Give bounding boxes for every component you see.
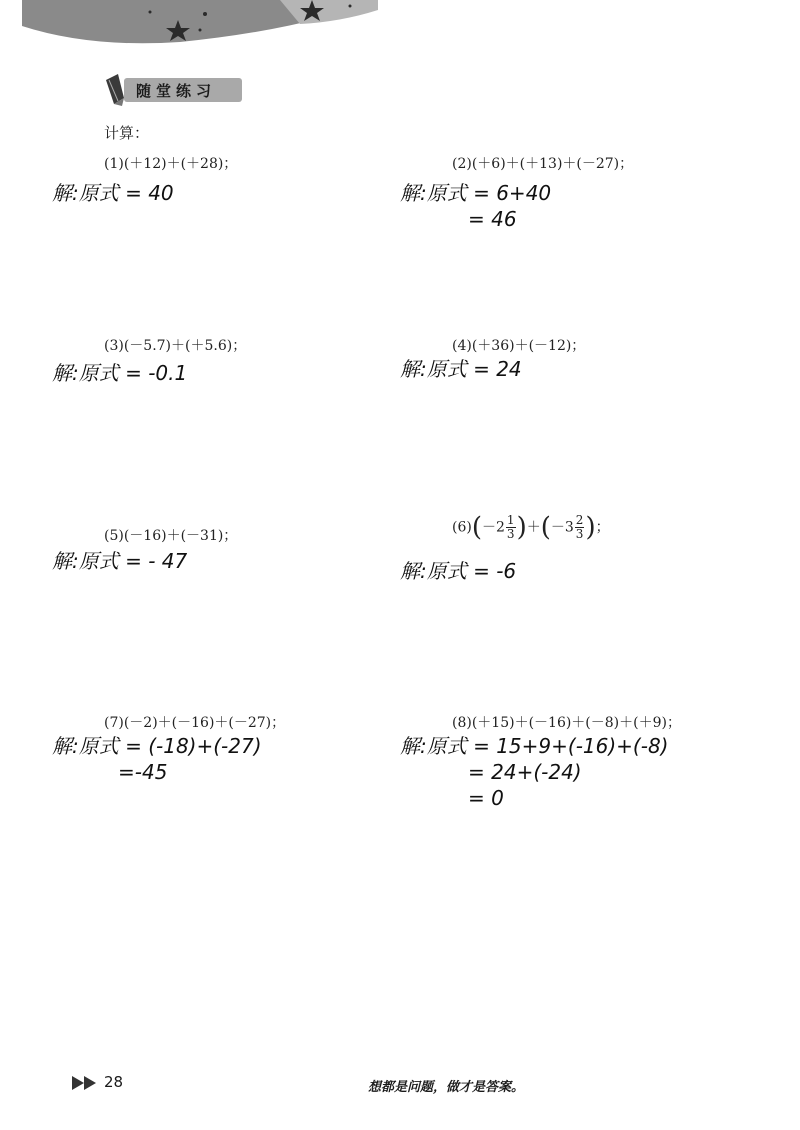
double-arrow-icon (70, 1073, 102, 1093)
problem-3: (3)(－5.7)＋(＋5.6)； (104, 338, 247, 354)
answer-5 (52, 548, 187, 574)
dot-icon (203, 12, 207, 16)
answer-line: 解:原式 = (-18)+(-27) (52, 734, 262, 758)
plus-sign: ＋ (526, 519, 541, 536)
fraction (506, 514, 516, 541)
problem-7: (7)(－2)＋(－16)＋(－27)； (104, 715, 286, 731)
semicolon: ； (595, 519, 610, 536)
problem-2: (2)(＋6)＋(＋13)＋(－27)； (452, 156, 634, 172)
fraction (575, 514, 585, 541)
mixed-whole: －3 (550, 519, 574, 536)
page-number: 28 (104, 1073, 124, 1091)
answer-line: =-45 (118, 760, 168, 784)
answer-3 (52, 360, 187, 386)
right-paren: ) (585, 512, 596, 543)
left-paren: ( (471, 512, 482, 543)
answer-line: 解:原式 = 24 (400, 357, 522, 381)
answer-line: 解:原式 = -0.1 (52, 361, 188, 385)
answer-line: = 24+(-24) (468, 760, 582, 784)
problem-4: (4)(＋36)＋(－12)； (452, 338, 586, 354)
answer-1 (52, 180, 174, 206)
problem-6 (452, 514, 610, 541)
answer-6 (400, 558, 516, 584)
answer-line: = 0 (468, 786, 504, 810)
footer-slogan: 想都是问题，做才是答案。 (368, 1080, 525, 1095)
fraction-numerator: 2 (575, 513, 584, 527)
fraction-numerator: 1 (506, 513, 515, 527)
answer-line: 解:原式 = 15+9+(-16)+(-8) (400, 734, 669, 758)
answer-8 (400, 733, 668, 811)
answer-7 (52, 733, 262, 785)
answer-line: 解:原式 = 6+40 (400, 181, 552, 205)
problem-8: (8)(＋15)＋(－16)＋(－8)＋(＋9)； (452, 715, 681, 731)
section-header (100, 72, 250, 108)
problem-1: (1)(＋12)＋(＋28)； (104, 156, 238, 172)
fraction-denominator: 3 (575, 527, 584, 541)
problem-5: (5)(－16)＋(－31)； (104, 528, 238, 544)
instruction-label: 计算： (104, 124, 150, 142)
answer-line: = 46 (468, 207, 517, 231)
answer-2 (400, 180, 551, 232)
fraction-denominator: 3 (506, 527, 515, 541)
left-paren: ( (540, 512, 551, 543)
right-paren: ) (516, 512, 527, 543)
section-title: 随堂练习 (136, 82, 217, 100)
problem-6-label: (6) (452, 519, 472, 536)
starry-banner-decoration (0, 0, 800, 60)
answer-line: 解:原式 = 40 (52, 181, 174, 205)
dot-icon (149, 11, 152, 14)
dot-icon (349, 5, 352, 8)
pencil-icon (100, 72, 130, 108)
answer-line: 解:原式 = -6 (400, 559, 517, 583)
answer-line: 解:原式 = - 47 (52, 549, 188, 573)
mixed-whole: －2 (482, 519, 505, 536)
answer-4 (400, 356, 522, 382)
dot-icon (199, 29, 202, 32)
